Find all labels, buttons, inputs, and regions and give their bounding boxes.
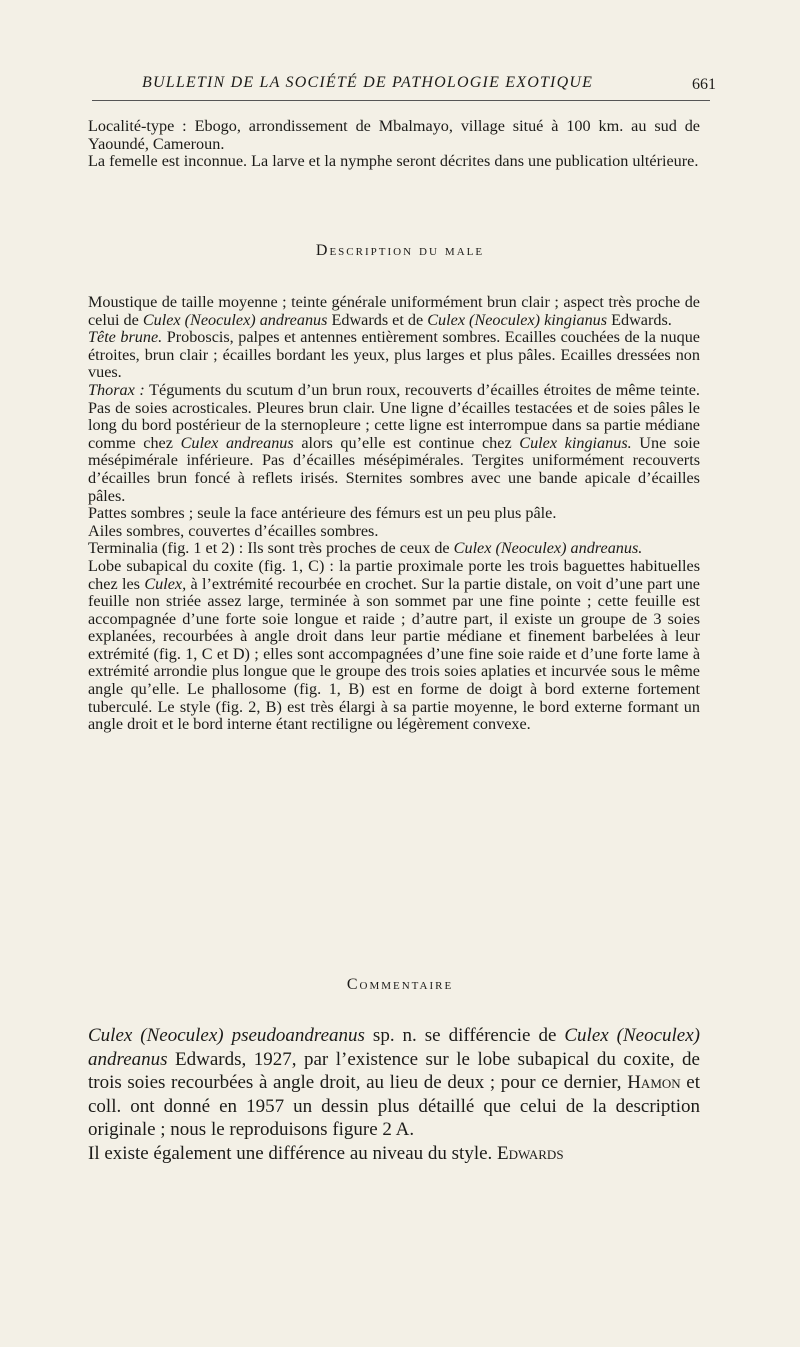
text-run: alors qu’elle est continue chez bbox=[293, 433, 520, 452]
text-run: Lobe subapical du coxite (fig. 1, C) : la partie proximale porte les trois baguettes habituelles chez les bbox=[88, 556, 700, 593]
section-heading-commentaire: Commentaire bbox=[346, 976, 454, 993]
term-italic: Tête brune. bbox=[88, 328, 163, 347]
text-run: et coll. ont donné en 1957 un dessin plus détaillé que celui de la description originale ; nous le reproduisons figure 2 A. bbox=[88, 1072, 701, 1140]
species-name: Culex (Neoculex) andreanus bbox=[88, 1025, 701, 1070]
term-italic: Thorax : bbox=[88, 380, 145, 399]
page-number: 661 bbox=[692, 76, 716, 93]
text-run: Edwards, 1927, par l’existence sur le lobe subapical du coxite, de trois soies recourbées à angle droit, au lieu de deux ; pour ce dernier, bbox=[88, 1048, 700, 1093]
species-name: Culex (Neoculex) andreanus bbox=[142, 310, 328, 329]
text-run: Il existe également une différence au niveau du style. bbox=[88, 1142, 498, 1164]
commentaire-paragraph-1 bbox=[88, 1024, 700, 1142]
commentaire-paragraph-2 bbox=[88, 1142, 700, 1166]
header-rule bbox=[92, 100, 710, 101]
section-heading-description: Description du male bbox=[315, 242, 485, 259]
species-name: Culex (Neoculex) kingianus bbox=[427, 310, 608, 329]
species-name: Culex andreanus bbox=[180, 433, 294, 452]
female-unknown-paragraph: La femelle est inconnue. La larve et la nymphe seront décrites dans une publication ultérieure. bbox=[88, 152, 699, 171]
description-paragraph-terminalia bbox=[88, 540, 700, 558]
text-run: sp. n. se différencie de bbox=[364, 1025, 565, 1046]
species-name: Culex (Neoculex) pseudoandreanus bbox=[88, 1025, 365, 1046]
text-run: Edwards. bbox=[607, 310, 672, 329]
type-locality-paragraph: Localité-type : Ebogo, arrondissement de Mbalmayo, village situé à 100 km. au sud de Yaoundé, Cameroun. bbox=[88, 117, 700, 153]
intro-block bbox=[88, 118, 700, 171]
running-header bbox=[92, 72, 716, 98]
text-run: à l’extrémité recourbée en crochet. Sur la partie distale, on voit d’une part une feuille non striée assez large, terminée à son sommet par une fine pointe ; cette feuille est accompagnée d’une forte soie longue et raide ; d’autre part, il existe un groupe de 3 soies explanées, recourbées à angle droit dans leur partie médiane et finement barbelées à leur extrémité (fig. 1, C et D) ; elles sont accompagnées d’une fine soie raide et d’une forte lame à extrémité arrondie plus longue que le groupe des trois soies aplaties et incurvée sous le même angle qu’elle. Le phallosome (fig. 1, B) est en forme de doigt à bord externe fortement tuberculé. Le style (fig. 2, B) est très élargi à sa partie moyenne, le bord externe formant un angle droit et le bord interne étant rectiligne ou légèrement convexe. bbox=[88, 574, 700, 734]
journal-title: BULLETIN DE LA SOCIÉTÉ DE PATHOLOGIE EXOTIQUE bbox=[142, 74, 594, 91]
commentaire-body bbox=[88, 1024, 700, 1165]
description-paragraph-coxite bbox=[88, 558, 700, 734]
description-paragraph-head bbox=[88, 329, 700, 382]
text-run: Edwards et de bbox=[327, 310, 428, 329]
species-name: Culex (Neoculex) andreanus. bbox=[453, 539, 643, 558]
species-name: Culex kingianus. bbox=[519, 433, 632, 452]
author-name: Edwards bbox=[497, 1142, 564, 1164]
description-body bbox=[88, 294, 700, 734]
description-paragraph-thorax bbox=[88, 382, 700, 505]
author-name: Hamon bbox=[627, 1072, 681, 1093]
text-run: Moustique de taille moyenne ; teinte générale uniformément brun clair ; aspect très proche de celui de bbox=[88, 293, 700, 329]
description-paragraph-wings: Ailes sombres, couvertes d’écailles sombres. bbox=[88, 521, 379, 540]
description-paragraph-general bbox=[88, 294, 700, 329]
text-run: Une soie mésépimérale inférieure. Pas d’écailles mésépimérales. Tergites uniformément recouverts d’écailles brun foncé à reflets irisés. Sternites sombres avec une bande apicale d’écailles pâles. bbox=[88, 433, 700, 505]
text-run: Proboscis, palpes et antennes entièrement sombres. Ecailles couchées de la nuque étroites, brun clair ; écailles bordant les yeux, plus larges et plus pâles. Ecailles dressées non vues. bbox=[88, 328, 700, 382]
text-run: Téguments du scutum d’un brun roux, recouverts d’écailles étroites de même teinte. Pas de soies acrosticales. Pleures brun clair. Une ligne d’écailles testacées et de soies pâles le long du bord postérieur de la sternopleure ; cette ligne est interrompue dans sa partie médiane comme chez bbox=[88, 380, 700, 452]
text-run: Terminalia (fig. 1 et 2) : Ils sont très proches de ceux de bbox=[88, 539, 454, 558]
description-paragraph-legs: Pattes sombres ; seule la face antérieure des fémurs est un peu plus pâle. bbox=[88, 504, 557, 523]
genus-name: Culex, bbox=[144, 574, 187, 593]
